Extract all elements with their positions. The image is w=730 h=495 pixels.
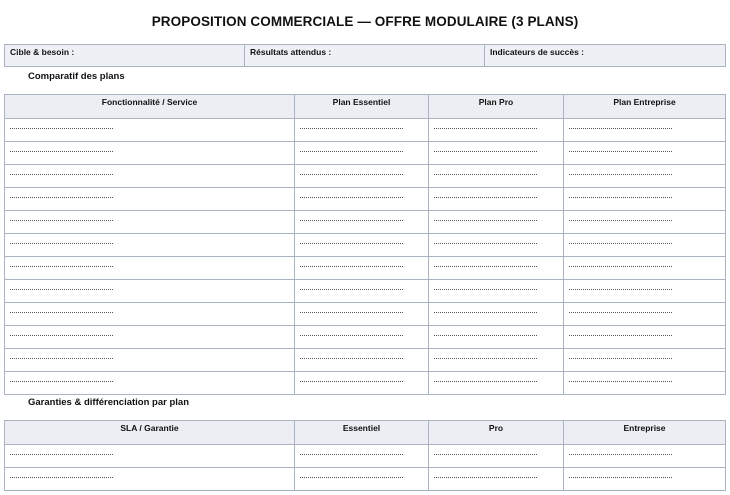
dotted-fill-line [569, 381, 672, 382]
comparatif-cell[interactable] [295, 211, 429, 234]
comparatif-cell[interactable] [295, 257, 429, 280]
garanties-cell[interactable] [5, 445, 295, 468]
dotted-fill-line [300, 220, 403, 221]
comparatif-row [5, 257, 726, 280]
comparatif-row [5, 142, 726, 165]
comparatif-cell[interactable] [5, 372, 295, 395]
comparatif-cell[interactable] [564, 119, 726, 142]
comparatif-cell[interactable] [295, 165, 429, 188]
dotted-fill-line [10, 128, 113, 129]
dotted-fill-line [10, 174, 113, 175]
comparatif-cell[interactable] [429, 188, 564, 211]
comparatif-cell[interactable] [429, 372, 564, 395]
comparatif-cell[interactable] [429, 142, 564, 165]
comparatif-cell[interactable] [5, 257, 295, 280]
dotted-fill-line [434, 128, 537, 129]
dotted-fill-line [10, 381, 113, 382]
dotted-fill-line [434, 220, 537, 221]
comparatif-cell[interactable] [5, 119, 295, 142]
dotted-fill-line [10, 312, 113, 313]
comparatif-row [5, 326, 726, 349]
comparatif-cell[interactable] [5, 211, 295, 234]
comparatif-cell[interactable] [429, 326, 564, 349]
garanties-cell[interactable] [429, 468, 564, 491]
dotted-fill-line [434, 151, 537, 152]
dotted-fill-line [434, 381, 537, 382]
garanties-cell[interactable] [564, 468, 726, 491]
dotted-fill-line [10, 358, 113, 359]
comparatif-cell[interactable] [564, 280, 726, 303]
header-pro: Pro [429, 421, 564, 445]
comparatif-cell[interactable] [564, 372, 726, 395]
header-plan-essentiel: Plan Essentiel [295, 95, 429, 119]
comparatif-cell[interactable] [429, 280, 564, 303]
comparatif-row [5, 211, 726, 234]
comparatif-cell[interactable] [564, 142, 726, 165]
dotted-fill-line [10, 243, 113, 244]
comparatif-cell[interactable] [5, 280, 295, 303]
comparatif-cell[interactable] [5, 165, 295, 188]
comparatif-cell[interactable] [564, 165, 726, 188]
garanties-cell[interactable] [295, 468, 429, 491]
comparatif-cell[interactable] [5, 349, 295, 372]
comparatif-cell[interactable] [5, 234, 295, 257]
comparatif-row [5, 234, 726, 257]
comparatif-cell[interactable] [295, 372, 429, 395]
header-sla-garantie: SLA / Garantie [5, 421, 295, 445]
dotted-fill-line [569, 128, 672, 129]
comparatif-row [5, 349, 726, 372]
header-plan-entreprise: Plan Entreprise [564, 95, 726, 119]
dotted-fill-line [569, 358, 672, 359]
garanties-cell[interactable] [5, 468, 295, 491]
dotted-fill-line [434, 312, 537, 313]
dotted-fill-line [10, 477, 113, 478]
comparatif-cell[interactable] [429, 303, 564, 326]
header-fonctionnalite: Fonctionnalité / Service [5, 95, 295, 119]
dotted-fill-line [300, 151, 403, 152]
dotted-fill-line [434, 335, 537, 336]
comparatif-cell[interactable] [564, 188, 726, 211]
comparatif-cell[interactable] [5, 142, 295, 165]
comparatif-row [5, 165, 726, 188]
dotted-fill-line [434, 358, 537, 359]
comparatif-row [5, 188, 726, 211]
dotted-fill-line [569, 220, 672, 221]
garanties-cell[interactable] [564, 445, 726, 468]
dotted-fill-line [434, 454, 537, 455]
comparatif-cell[interactable] [429, 165, 564, 188]
dotted-fill-line [300, 289, 403, 290]
dotted-fill-line [569, 289, 672, 290]
dotted-fill-line [300, 174, 403, 175]
garanties-cell[interactable] [429, 445, 564, 468]
comparatif-cell[interactable] [429, 257, 564, 280]
comparatif-cell[interactable] [429, 349, 564, 372]
dotted-fill-line [10, 454, 113, 455]
section-title-garanties: Garanties & différenciation par plan [28, 397, 190, 408]
comparatif-cell[interactable] [295, 349, 429, 372]
dotted-fill-line [569, 151, 672, 152]
field-resultats-attendus[interactable]: Résultats attendus : [245, 45, 485, 67]
comparatif-cell[interactable] [564, 326, 726, 349]
dotted-fill-line [434, 289, 537, 290]
garanties-row [5, 468, 726, 491]
comparatif-cell[interactable] [5, 326, 295, 349]
dotted-fill-line [10, 197, 113, 198]
dotted-fill-line [569, 197, 672, 198]
comparatif-cell[interactable] [295, 280, 429, 303]
garanties-table [4, 420, 726, 491]
dotted-fill-line [569, 266, 672, 267]
comparatif-row [5, 303, 726, 326]
comparatif-cell[interactable] [295, 303, 429, 326]
comparatif-cell[interactable] [429, 119, 564, 142]
header-entreprise: Entreprise [564, 421, 726, 445]
field-cible-besoin[interactable]: Cible & besoin : [5, 45, 245, 67]
info-fields-table [4, 44, 726, 67]
comparatif-row [5, 372, 726, 395]
dotted-fill-line [434, 197, 537, 198]
header-essentiel: Essentiel [295, 421, 429, 445]
comparatif-cell[interactable] [429, 211, 564, 234]
garanties-cell[interactable] [295, 445, 429, 468]
dotted-fill-line [300, 358, 403, 359]
comparatif-cell[interactable] [564, 234, 726, 257]
dotted-fill-line [434, 477, 537, 478]
dotted-fill-line [300, 243, 403, 244]
dotted-fill-line [10, 266, 113, 267]
comparatif-cell[interactable] [295, 119, 429, 142]
comparatif-row [5, 119, 726, 142]
comparatif-cell[interactable] [295, 326, 429, 349]
comparatif-cell[interactable] [5, 303, 295, 326]
dotted-fill-line [434, 243, 537, 244]
comparatif-cell[interactable] [564, 211, 726, 234]
dotted-fill-line [434, 266, 537, 267]
comparatif-cell[interactable] [564, 349, 726, 372]
dotted-fill-line [300, 454, 403, 455]
dotted-fill-line [10, 220, 113, 221]
dotted-fill-line [10, 335, 113, 336]
dotted-fill-line [569, 243, 672, 244]
header-plan-pro: Plan Pro [429, 95, 564, 119]
dotted-fill-line [300, 266, 403, 267]
document-title: PROPOSITION COMMERCIALE — OFFRE MODULAIRE (3 PLANS) [151, 14, 579, 29]
dotted-fill-line [434, 174, 537, 175]
comparatif-table [4, 94, 726, 395]
dotted-fill-line [300, 335, 403, 336]
dotted-fill-line [569, 335, 672, 336]
dotted-fill-line [10, 289, 113, 290]
comparatif-cell[interactable] [295, 188, 429, 211]
dotted-fill-line [10, 151, 113, 152]
field-indicateurs-succes[interactable]: Indicateurs de succès : [485, 45, 726, 67]
comparatif-cell[interactable] [295, 142, 429, 165]
comparatif-cell[interactable] [295, 234, 429, 257]
section-title-comparatif: Comparatif des plans [28, 71, 125, 82]
dotted-fill-line [300, 477, 403, 478]
dotted-fill-line [300, 197, 403, 198]
dotted-fill-line [300, 381, 403, 382]
comparatif-cell[interactable] [564, 303, 726, 326]
dotted-fill-line [300, 312, 403, 313]
comparatif-row [5, 280, 726, 303]
comparatif-cell[interactable] [429, 234, 564, 257]
dotted-fill-line [569, 312, 672, 313]
garanties-row [5, 445, 726, 468]
dotted-fill-line [300, 128, 403, 129]
comparatif-cell[interactable] [5, 188, 295, 211]
comparatif-cell[interactable] [564, 257, 726, 280]
dotted-fill-line [569, 174, 672, 175]
dotted-fill-line [569, 454, 672, 455]
dotted-fill-line [569, 477, 672, 478]
